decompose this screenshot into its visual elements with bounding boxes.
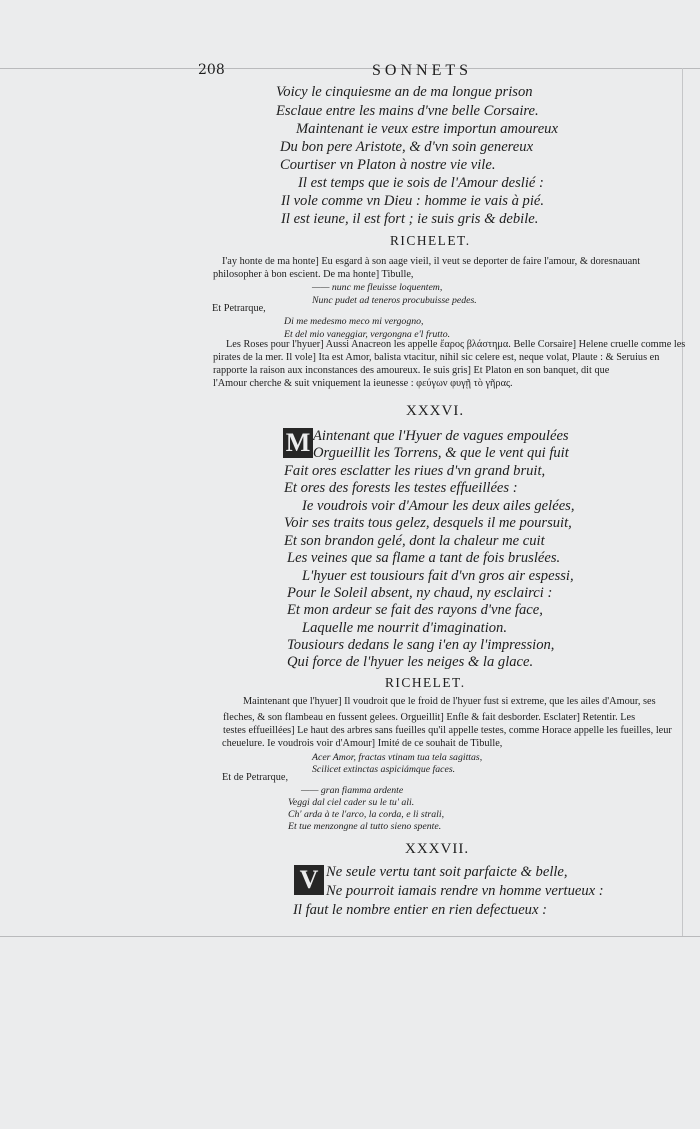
commentary-line: rapporte la raison aux inconstances des amoureux. Ie suis gris] Et Platon en son banquet, dit que xyxy=(213,365,610,376)
quotation-line: Nunc pudet ad teneros procubuisse pedes. xyxy=(312,295,477,306)
verse-line: Il est temps que ie sois de l'Amour deslié : xyxy=(298,175,544,191)
verse-line: Courtiser vn Platon à nostre vie vile. xyxy=(280,157,496,173)
quotation-line: Et tue menzongne al tutto sieno spente. xyxy=(288,821,442,832)
commentary-line: l'Amour cherche & suit vniquement la ieunesse : φεύγων φυγῇ τὸ γῆρας. xyxy=(213,378,513,389)
quotation-line: Di me medesmo meco mi vergogno, xyxy=(284,316,424,327)
page-number: 208 xyxy=(198,62,225,78)
bottom-edge-rule xyxy=(0,936,700,937)
verse-line: Ie voudrois voir d'Amour les deux ailes gelées, xyxy=(302,498,575,514)
verse-line: Aintenant que l'Hyuer de vagues empoulées xyxy=(313,428,569,444)
verse-line: Laquelle me nourrit d'imagination. xyxy=(302,620,507,636)
verse-line: Pour le Soleil absent, ny chaud, ny esclairci : xyxy=(287,585,553,601)
verse-line: Il est ieune, il est fort ; ie suis gris & debile. xyxy=(281,211,539,227)
verse-line: Voir ses traits tous gelez, desquels il me poursuit, xyxy=(284,515,572,531)
commentary-line: I'ay honte de ma honte] Eu esgard à son aage vieil, il veut se deporter de faire l'amour, & doresnauant xyxy=(222,256,641,267)
sonnet-number: XXXVII. xyxy=(405,841,470,857)
commentary-heading: RICHELET. xyxy=(385,675,466,690)
verse-line: Il vole comme vn Dieu : homme ie vais à pié. xyxy=(281,193,545,209)
verse-line: Et mon ardeur se fait des rayons d'vne face, xyxy=(287,602,543,618)
commentary-line: fleches, & son flambeau en fussent gelees. Orgueillit] Enfle & fait desborder. Esclater] Retentir. Les xyxy=(223,712,636,723)
verse-line: Qui force de l'hyuer les neiges & la glace. xyxy=(287,654,534,670)
quotation-line: Scilicet extinctas aspiciámque faces. xyxy=(312,764,456,775)
commentary-heading: RICHELET. xyxy=(390,233,471,248)
top-edge-rule xyxy=(0,68,700,69)
verse-line: Et ores des forests les testes effueillées : xyxy=(284,480,518,496)
running-header: SONNETS xyxy=(372,62,473,79)
verse-line: Et son brandon gelé, dont la chaleur me cuit xyxy=(284,533,545,549)
verse-line: Ne seule vertu tant soit parfaicte & belle, xyxy=(326,864,568,880)
commentary-line: Les Roses pour l'hyuer] Aussi Anacreon les appelle ἔαρος βλάστημα. Belle Corsaire] Helene cruelle comme les xyxy=(226,339,686,350)
commentary-line: pirates de la mer. Il vole] Ita est Amor, balista vtacitur, nihil sic celere est, neque volat, Plaute : & Seruius en xyxy=(213,352,660,363)
commentary-line: Maintenant que l'hyuer] Il voudroit que le froid de l'hyuer fust si extreme, que les ailes d'Amour, ses xyxy=(243,696,656,707)
dropcap-initial: M xyxy=(283,428,313,458)
commentary-line: Et Petrarque, xyxy=(212,303,266,314)
quotation-line: Acer Amor, fractas vtinam tua tela sagittas, xyxy=(312,752,483,763)
commentary-line: Et de Petrarque, xyxy=(222,772,289,783)
verse-line: Esclaue entre les mains d'vne belle Corsaire. xyxy=(276,103,539,119)
verse-line: L'hyuer est tousiours fait d'vn gros air espessi, xyxy=(302,568,574,584)
dropcap-initial: V xyxy=(294,865,324,895)
verse-line: Tousiours dedans le sang i'en ay l'impression, xyxy=(287,637,555,653)
quotation-line: —— gran fiamma ardente xyxy=(301,785,404,796)
verse-line: Du bon pere Aristote, & d'vn soin genereux xyxy=(280,139,534,155)
verse-line: Les veines que sa flame a tant de fois bruslées. xyxy=(287,550,561,566)
verse-line: Voicy le cinquiesme an de ma longue prison xyxy=(276,84,533,100)
commentary-line: testes effueillées] Le haut des arbres sans fueilles qu'il appelle testes, comme Horace appelle les fueilles, leur xyxy=(223,725,672,736)
quotation-line: Veggi dal ciel cader su le tu' ali. xyxy=(288,797,415,808)
quotation-line: Et del mio vaneggiar, vergongna e'l frutto. xyxy=(284,329,451,340)
right-edge-rule xyxy=(682,68,683,936)
sonnet-number: XXXVI. xyxy=(406,403,465,419)
verse-line: Fait ores esclatter les riues d'vn grand bruit, xyxy=(284,463,546,479)
verse-line: Maintenant ie veux estre importun amoureux xyxy=(296,121,558,137)
commentary-line: cheuelure. Ie voudrois voir d'Amour] Imité de ce souhait de Tibulle, xyxy=(222,738,503,749)
commentary-line: philosopher à bon escient. De ma honte] Tibulle, xyxy=(213,269,414,280)
verse-line: Orgueillit les Torrens, & que le vent qui fuit xyxy=(313,445,569,461)
quotation-line: Ch' arda à te l'arco, la corda, e li strali, xyxy=(288,809,445,820)
quotation-line: —— nunc me fleuisse loquentem, xyxy=(312,282,443,293)
verse-line: Il faut le nombre entier en rien defectueux : xyxy=(293,902,547,918)
verse-line: Ne pourroit iamais rendre vn homme vertueux : xyxy=(326,883,604,899)
